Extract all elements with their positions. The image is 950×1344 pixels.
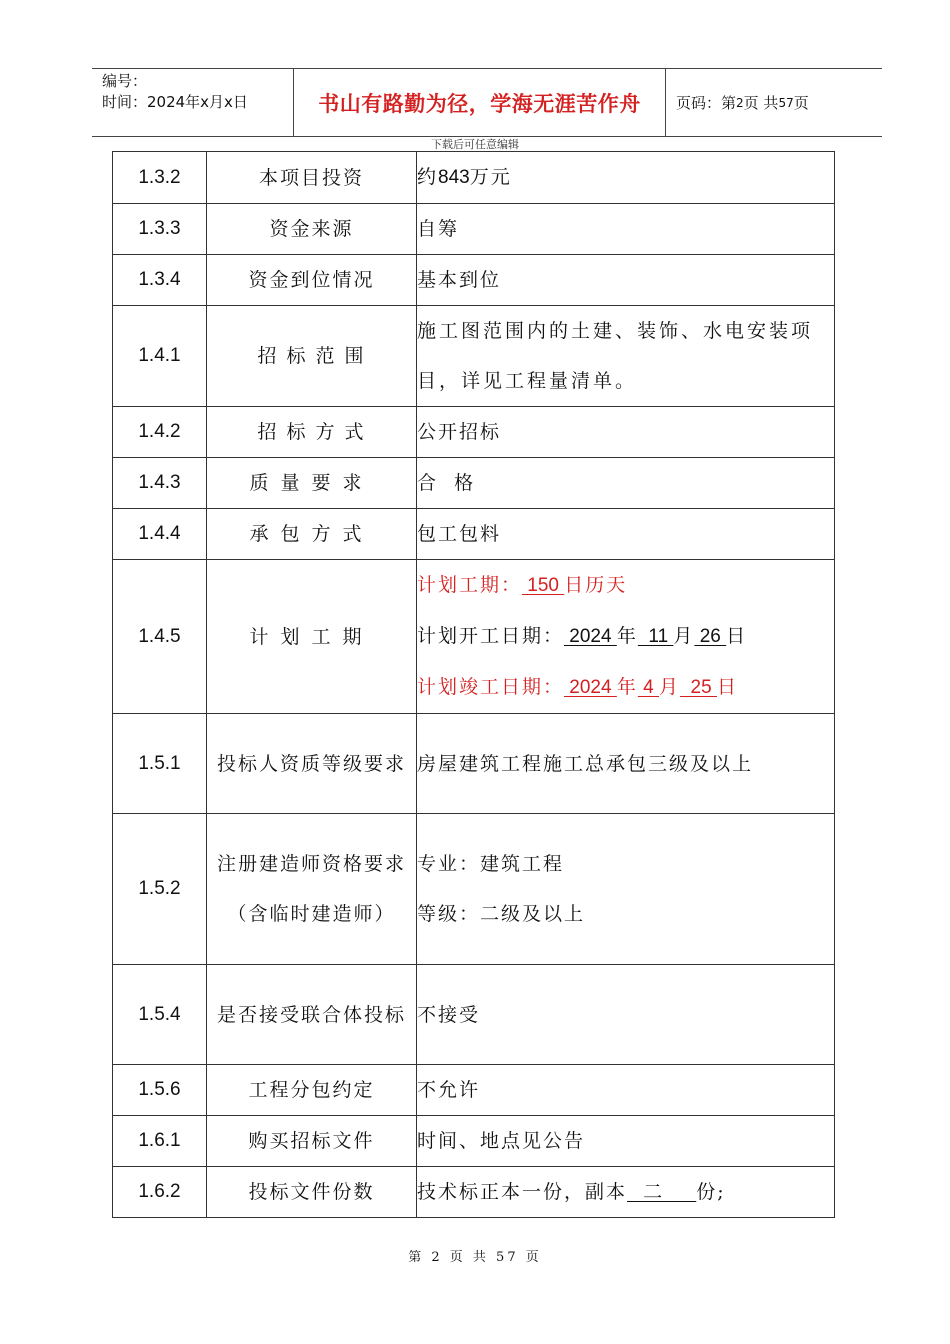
page-footer: 第 2 页 共 57 页	[408, 1250, 542, 1265]
item-label: 投标人资质等级要求	[207, 714, 417, 814]
period-label: 计划工期：	[417, 574, 523, 596]
month-unit: 月	[673, 625, 695, 647]
item-number: 1.5.6	[113, 1065, 207, 1116]
table-row	[113, 306, 835, 407]
item-value	[417, 152, 835, 204]
year-unit: 年	[616, 625, 638, 647]
item-label: 工程分包约定	[207, 1065, 417, 1116]
item-label: 招 标 方 式	[207, 407, 417, 458]
label-main: 注册建造师资格要求	[216, 853, 406, 875]
year-unit: 年	[616, 676, 638, 698]
table-row	[113, 407, 835, 458]
page-number: 2	[736, 95, 744, 110]
item-number: 1.6.2	[113, 1167, 207, 1218]
table-row	[113, 1065, 835, 1116]
table-row	[113, 204, 835, 255]
schedule-value	[417, 560, 835, 714]
period-days: 150	[522, 575, 565, 596]
item-label: 质量要求	[207, 458, 417, 509]
page-total: 57	[778, 95, 794, 110]
value-prefix: 约	[417, 166, 439, 188]
item-number: 1.6.1	[113, 1116, 207, 1167]
item-value: 施工图范围内的土建、装饰、水电安装项目，详见工程量清单。	[417, 306, 835, 407]
item-value: 不接受	[417, 965, 835, 1065]
start-year: 2024	[564, 626, 617, 647]
end-day: 25	[680, 677, 717, 698]
page-prefix: 页码：第	[676, 94, 737, 112]
item-label: 投标文件份数	[207, 1167, 417, 1218]
item-number: 1.5.1	[113, 714, 207, 814]
copies-fill: 二	[627, 1181, 697, 1203]
item-value: 不允许	[417, 1065, 835, 1116]
item-label: 计划工期	[207, 560, 417, 714]
header-meta	[92, 69, 293, 136]
table-row	[113, 814, 835, 965]
grade-line: 等级：二级及以上	[417, 903, 586, 925]
start-day: 26	[694, 626, 727, 647]
item-value: 基本到位	[417, 255, 835, 306]
value-suffix: 份;	[696, 1181, 726, 1203]
item-label: 购买招标文件	[207, 1116, 417, 1167]
item-number: 1.3.2	[113, 152, 207, 204]
item-number: 1.3.4	[113, 255, 207, 306]
item-value: 公开招标	[417, 407, 835, 458]
start-label: 计划开工日期：	[417, 625, 565, 647]
item-number: 1.4.5	[113, 560, 207, 714]
item-number: 1.4.4	[113, 509, 207, 560]
header-page-info	[666, 69, 882, 136]
table-row	[113, 255, 835, 306]
item-number: 1.4.2	[113, 407, 207, 458]
table-row	[113, 560, 835, 714]
item-label: 本项目投资	[207, 152, 417, 204]
item-value: 房屋建筑工程施工总承包三级及以上	[417, 714, 835, 814]
item-number: 1.5.2	[113, 814, 207, 965]
end-month: 4	[637, 677, 659, 698]
item-label: 资金来源	[207, 204, 417, 255]
label-note: （含临时建造师）	[227, 903, 396, 925]
day-unit: 日	[726, 625, 748, 647]
page-header	[92, 68, 882, 137]
period-line	[417, 560, 834, 611]
time-label: 时间：2024年x月x日	[102, 93, 248, 111]
end-year: 2024	[564, 677, 617, 698]
table-row	[113, 1167, 835, 1218]
item-number: 1.3.3	[113, 204, 207, 255]
item-label	[207, 814, 417, 965]
item-label: 招 标 范 围	[207, 306, 417, 407]
item-number: 1.5.4	[113, 965, 207, 1065]
item-value	[417, 814, 835, 965]
month-unit: 月	[658, 676, 680, 698]
item-value: 自筹	[417, 204, 835, 255]
specialty-line: 专业：建筑工程	[417, 853, 565, 875]
start-date-line	[417, 611, 834, 662]
page-mid: 页 共	[743, 94, 779, 112]
table-row	[113, 965, 835, 1065]
item-label: 是否接受联合体投标	[207, 965, 417, 1065]
period-unit: 日历天	[564, 574, 628, 596]
item-value: 合 格	[417, 458, 835, 509]
bid-info-table	[112, 151, 835, 1218]
start-month: 11	[637, 626, 674, 647]
table-row	[113, 1116, 835, 1167]
download-note: 下载后可任意编辑	[431, 138, 519, 151]
table-row	[113, 152, 835, 204]
item-value: 包工包料	[417, 509, 835, 560]
value-suffix: 万元	[469, 166, 512, 188]
item-value: 时间、地点见公告	[417, 1116, 835, 1167]
serial-label: 编号：	[102, 72, 148, 90]
value-prefix: 技术标正本一份，副本	[417, 1181, 628, 1203]
page-suffix: 页	[793, 94, 809, 112]
item-label: 资金到位情况	[207, 255, 417, 306]
end-date-line	[417, 662, 834, 713]
table-row	[113, 714, 835, 814]
investment-amount: 843	[438, 167, 470, 188]
table-row	[113, 509, 835, 560]
item-number: 1.4.3	[113, 458, 207, 509]
item-label: 承包方式	[207, 509, 417, 560]
table-row	[113, 458, 835, 509]
item-number: 1.4.1	[113, 306, 207, 407]
end-label: 计划竣工日期：	[417, 676, 565, 698]
item-value	[417, 1167, 835, 1218]
day-unit: 日	[716, 676, 738, 698]
header-motto: 书山有路勤为径，学海无涯苦作舟	[293, 69, 666, 136]
